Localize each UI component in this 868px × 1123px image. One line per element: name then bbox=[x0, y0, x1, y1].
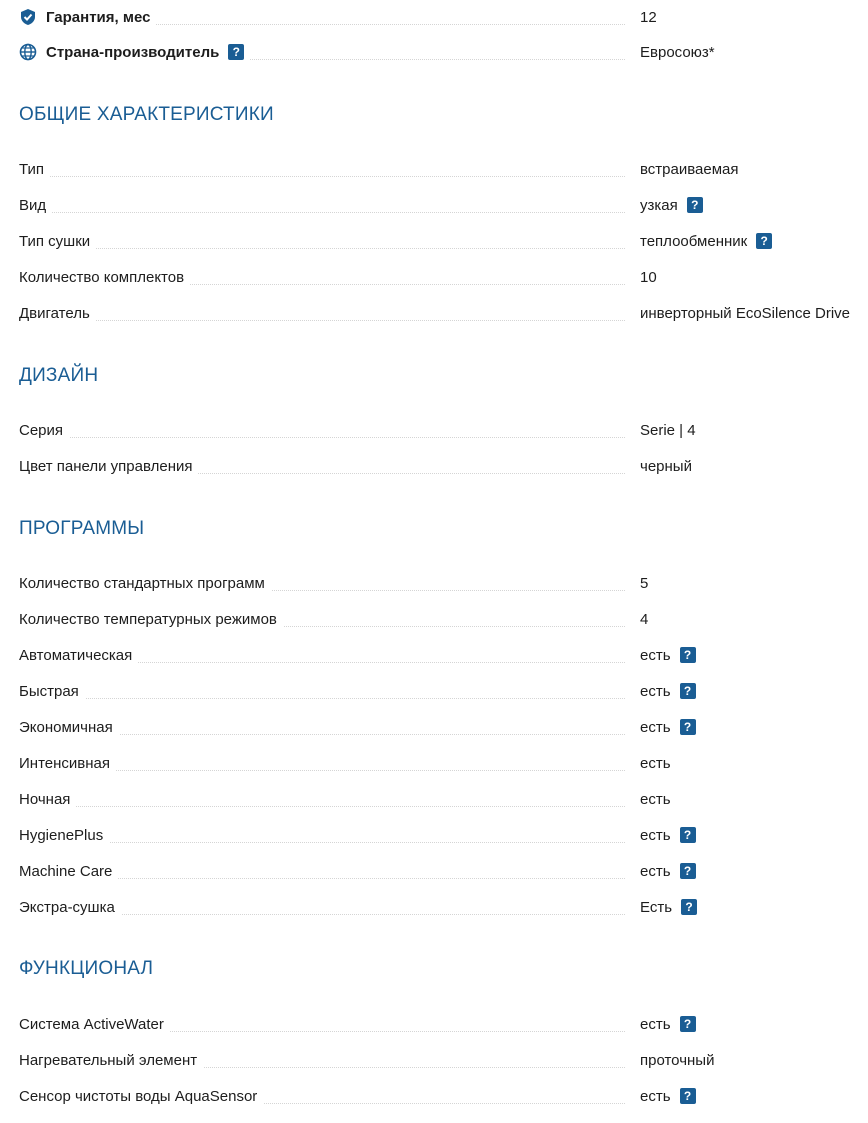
spec-row bbox=[19, 0, 868, 35]
spec-row bbox=[19, 1078, 868, 1114]
globe-icon bbox=[19, 43, 37, 61]
spec-value-text: Есть bbox=[640, 898, 673, 916]
dotted-leader bbox=[19, 698, 625, 699]
spec-value bbox=[640, 269, 657, 286]
spec-value-text: Евросоюз* bbox=[640, 43, 715, 61]
spec-name bbox=[19, 34, 625, 70]
spec-value-text: Serie | 4 bbox=[640, 421, 696, 439]
spec-row bbox=[19, 853, 868, 889]
spec-name bbox=[19, 412, 625, 448]
spec-value bbox=[640, 827, 696, 844]
spec-row bbox=[19, 889, 868, 925]
spec-value bbox=[640, 647, 696, 664]
dotted-leader bbox=[19, 212, 625, 213]
spec-row bbox=[19, 637, 868, 673]
spec-value bbox=[640, 233, 772, 250]
spec-value-text: есть bbox=[640, 826, 671, 844]
spec-name bbox=[19, 889, 625, 925]
spec-row bbox=[19, 259, 868, 295]
spec-value-text: инверторный EcoSilence Drive bbox=[640, 304, 851, 322]
section-title: ДИЗАЙН bbox=[19, 365, 99, 386]
spec-name-text: Сенсор чистоты воды AquaSensor bbox=[19, 1087, 258, 1105]
spec-value bbox=[640, 575, 648, 592]
spec-value bbox=[640, 1052, 714, 1069]
spec-value-text: есть bbox=[640, 790, 671, 808]
spec-value bbox=[640, 1016, 696, 1033]
spec-name bbox=[19, 817, 625, 853]
spec-name-text: Экономичная bbox=[19, 718, 113, 736]
help-icon[interactable]: ? bbox=[687, 197, 703, 213]
help-icon[interactable]: ? bbox=[680, 683, 696, 699]
spec-row bbox=[19, 187, 868, 223]
section-title: ФУНКЦИОНАЛ bbox=[19, 958, 154, 979]
spec-value bbox=[640, 161, 739, 178]
spec-name-text: Цвет панели управления bbox=[19, 457, 193, 475]
spec-value bbox=[640, 719, 696, 736]
spec-name bbox=[19, 781, 625, 817]
spec-value bbox=[640, 863, 696, 880]
spec-name-text: HygienePlus bbox=[19, 826, 104, 844]
spec-value bbox=[640, 899, 697, 916]
spec-name-text: Серия bbox=[19, 421, 64, 439]
spec-value-text: есть bbox=[640, 646, 671, 664]
spec-name bbox=[19, 223, 625, 259]
spec-name-text: Экстра-сушка bbox=[19, 898, 115, 916]
shield-check-icon bbox=[19, 8, 37, 26]
spec-name-text: Быстрая bbox=[19, 682, 79, 700]
spec-value bbox=[640, 791, 671, 808]
help-icon[interactable]: ? bbox=[680, 827, 696, 843]
spec-name-text: Machine Care bbox=[19, 862, 113, 880]
spec-value bbox=[640, 683, 696, 700]
spec-value-text: есть bbox=[640, 754, 671, 772]
spec-name-text: Двигатель bbox=[19, 304, 90, 322]
spec-value bbox=[640, 422, 696, 439]
spec-row bbox=[19, 223, 868, 259]
spec-name bbox=[19, 0, 625, 35]
spec-name bbox=[19, 448, 625, 484]
spec-row bbox=[19, 1042, 868, 1078]
spec-value-text: есть bbox=[640, 862, 671, 880]
help-icon[interactable]: ? bbox=[680, 863, 696, 879]
spec-row bbox=[19, 412, 868, 448]
spec-name bbox=[19, 565, 625, 601]
dotted-leader bbox=[19, 437, 625, 438]
spec-value-text: 5 bbox=[640, 574, 649, 592]
spec-name bbox=[19, 1006, 625, 1042]
help-icon[interactable]: ? bbox=[681, 899, 697, 915]
spec-value-text: встраиваемая bbox=[640, 160, 739, 178]
spec-name bbox=[19, 259, 625, 295]
spec-value-text: теплообменник bbox=[640, 232, 748, 250]
spec-row bbox=[19, 295, 868, 331]
spec-name bbox=[19, 1042, 625, 1078]
spec-row bbox=[19, 448, 868, 484]
spec-value-text: есть bbox=[640, 682, 671, 700]
dotted-leader bbox=[19, 842, 625, 843]
help-icon[interactable]: ? bbox=[680, 1088, 696, 1104]
help-icon[interactable]: ? bbox=[680, 719, 696, 735]
spec-row bbox=[19, 601, 868, 637]
spec-value bbox=[640, 197, 703, 214]
spec-value bbox=[640, 9, 657, 26]
dotted-leader bbox=[19, 806, 625, 807]
spec-name-text: Нагревательный элемент bbox=[19, 1051, 198, 1069]
spec-name-text: Количество комплектов bbox=[19, 268, 185, 286]
spec-value bbox=[640, 305, 850, 322]
spec-value bbox=[640, 611, 648, 628]
spec-value bbox=[640, 1088, 696, 1105]
section-title: ОБЩИЕ ХАРАКТЕРИСТИКИ bbox=[19, 104, 274, 125]
spec-name bbox=[19, 637, 625, 673]
dotted-leader bbox=[19, 320, 625, 321]
spec-value-text: есть bbox=[640, 718, 671, 736]
spec-row bbox=[19, 781, 868, 817]
spec-name-text: Количество стандартных программ bbox=[19, 574, 265, 592]
spec-row bbox=[19, 673, 868, 709]
section-title: ПРОГРАММЫ bbox=[19, 518, 145, 539]
spec-row bbox=[19, 565, 868, 601]
spec-value-text: черный bbox=[640, 457, 692, 475]
spec-name bbox=[19, 673, 625, 709]
spec-name bbox=[19, 1078, 625, 1114]
spec-name-text: Вид bbox=[19, 196, 47, 214]
spec-value bbox=[640, 458, 692, 475]
spec-name bbox=[19, 187, 625, 223]
spec-value-text: 4 bbox=[640, 610, 649, 628]
help-icon[interactable]: ? bbox=[680, 647, 696, 663]
spec-value-text: есть bbox=[640, 1015, 671, 1033]
spec-row bbox=[19, 709, 868, 745]
spec-name-text: Тип bbox=[19, 160, 45, 178]
spec-name bbox=[19, 151, 625, 187]
spec-row bbox=[19, 34, 868, 70]
spec-name-text: Интенсивная bbox=[19, 754, 110, 772]
spec-value-text: проточный bbox=[640, 1051, 715, 1069]
help-icon[interactable]: ? bbox=[680, 1016, 696, 1032]
spec-value-text: 10 bbox=[640, 268, 657, 286]
spec-name bbox=[19, 853, 625, 889]
spec-value bbox=[640, 755, 671, 772]
spec-name-text: Ночная bbox=[19, 790, 71, 808]
spec-name bbox=[19, 601, 625, 637]
spec-value-text: узкая bbox=[640, 196, 678, 214]
spec-name bbox=[19, 745, 625, 781]
spec-value-text: 12 bbox=[640, 8, 657, 26]
spec-name-text: Гарантия, мес bbox=[46, 8, 151, 26]
spec-name-text: Количество температурных режимов bbox=[19, 610, 277, 628]
spec-name-text: Автоматическая bbox=[19, 646, 133, 664]
spec-row bbox=[19, 745, 868, 781]
spec-name-text: Тип сушки bbox=[19, 232, 91, 250]
spec-value-text: есть bbox=[640, 1087, 671, 1105]
dotted-leader bbox=[19, 176, 625, 177]
help-icon[interactable]: ? bbox=[228, 44, 244, 60]
spec-name bbox=[19, 709, 625, 745]
spec-name bbox=[19, 295, 625, 331]
spec-row bbox=[19, 1006, 868, 1042]
spec-name-text: Страна-производитель bbox=[46, 43, 220, 61]
dotted-leader bbox=[19, 248, 625, 249]
spec-name-text: Система ActiveWater bbox=[19, 1015, 164, 1033]
spec-row bbox=[19, 817, 868, 853]
spec-row bbox=[19, 151, 868, 187]
spec-value bbox=[640, 44, 715, 61]
help-icon[interactable]: ? bbox=[756, 233, 772, 249]
